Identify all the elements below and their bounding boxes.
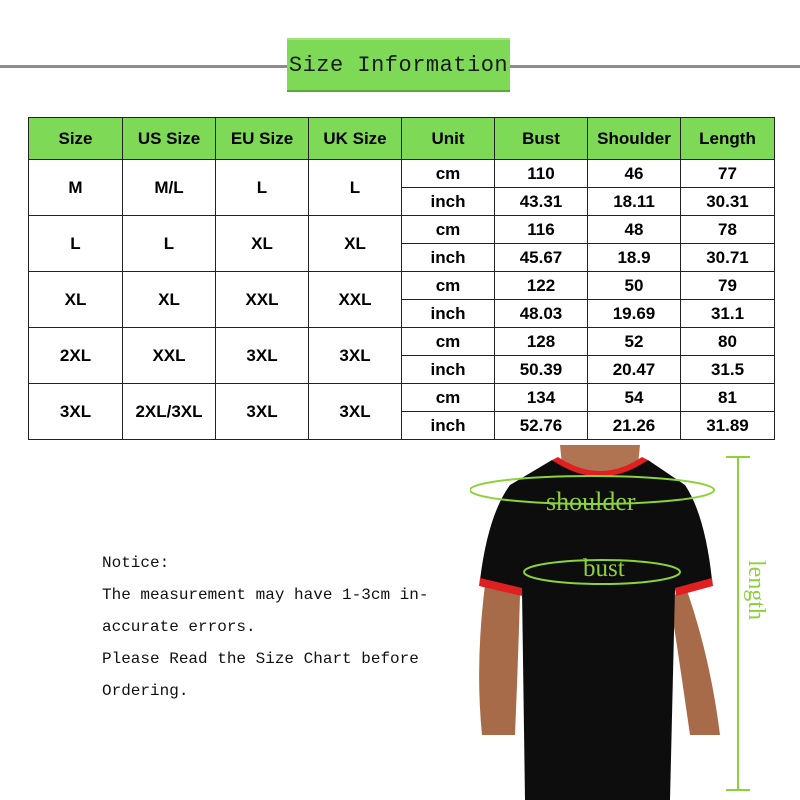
- cell-length: 80: [681, 328, 775, 356]
- cell-shoulder: 19.69: [588, 300, 681, 328]
- cell-us-size: M/L: [123, 160, 216, 216]
- table-row: [29, 272, 775, 300]
- cell-unit: inch: [402, 300, 495, 328]
- notice-line: The measurement may have 1-3cm in-: [102, 586, 429, 604]
- cell-length: 31.89: [681, 412, 775, 440]
- cell-shoulder: 46: [588, 160, 681, 188]
- notice-line: Please Read the Size Chart before: [102, 650, 419, 668]
- size-chart-table: [28, 117, 775, 440]
- cell-bust: 52.76: [495, 412, 588, 440]
- cell-size: M: [29, 160, 123, 216]
- header-size: Size: [29, 118, 123, 160]
- cell-length: 81: [681, 384, 775, 412]
- cell-eu-size: 3XL: [216, 384, 309, 440]
- cell-unit: cm: [402, 216, 495, 244]
- cell-bust: 134: [495, 384, 588, 412]
- shoulder-label: shoulder: [546, 487, 636, 516]
- cell-bust: 128: [495, 328, 588, 356]
- cell-shoulder: 50: [588, 272, 681, 300]
- cell-unit: inch: [402, 412, 495, 440]
- notice-line: Ordering.: [102, 682, 189, 700]
- cell-shoulder: 20.47: [588, 356, 681, 384]
- left-arm-shape: [479, 585, 520, 735]
- cell-size: 2XL: [29, 328, 123, 384]
- cell-uk-size: 3XL: [309, 328, 402, 384]
- cell-eu-size: L: [216, 160, 309, 216]
- bust-label: bust: [583, 555, 625, 582]
- cell-uk-size: XXL: [309, 272, 402, 328]
- table-row: [29, 216, 775, 244]
- cell-us-size: L: [123, 216, 216, 272]
- cell-shoulder: 54: [588, 384, 681, 412]
- cell-uk-size: 3XL: [309, 384, 402, 440]
- cell-shoulder: 52: [588, 328, 681, 356]
- tshirt-illustration: [470, 445, 800, 800]
- cell-unit: inch: [402, 188, 495, 216]
- header-length: Length: [681, 118, 775, 160]
- cell-size: 3XL: [29, 384, 123, 440]
- cell-bust: 116: [495, 216, 588, 244]
- cell-unit: inch: [402, 244, 495, 272]
- cell-bust: 48.03: [495, 300, 588, 328]
- page-title: Size Information: [287, 38, 510, 92]
- table-row: [29, 384, 775, 412]
- cell-bust: 45.67: [495, 244, 588, 272]
- cell-length: 78: [681, 216, 775, 244]
- notice-text-block: [102, 547, 428, 707]
- table-row: [29, 160, 775, 188]
- cell-bust: 122: [495, 272, 588, 300]
- cell-length: 30.71: [681, 244, 775, 272]
- length-label: length: [743, 560, 769, 620]
- cell-length: 79: [681, 272, 775, 300]
- cell-unit: inch: [402, 356, 495, 384]
- right-arm-shape: [670, 585, 720, 735]
- cell-length: 77: [681, 160, 775, 188]
- table-row: [29, 328, 775, 356]
- cell-unit: cm: [402, 328, 495, 356]
- cell-unit: cm: [402, 384, 495, 412]
- cell-uk-size: L: [309, 160, 402, 216]
- cell-bust: 110: [495, 160, 588, 188]
- table-header-row: [29, 118, 775, 160]
- header-eu-size: EU Size: [216, 118, 309, 160]
- cell-size: XL: [29, 272, 123, 328]
- cell-shoulder: 18.9: [588, 244, 681, 272]
- cell-shoulder: 48: [588, 216, 681, 244]
- cell-length: 30.31: [681, 188, 775, 216]
- cell-eu-size: XL: [216, 216, 309, 272]
- cell-length: 31.1: [681, 300, 775, 328]
- header-shoulder: Shoulder: [588, 118, 681, 160]
- cell-us-size: XL: [123, 272, 216, 328]
- cell-us-size: XXL: [123, 328, 216, 384]
- cell-unit: cm: [402, 160, 495, 188]
- cell-shoulder: 21.26: [588, 412, 681, 440]
- cell-length: 31.5: [681, 356, 775, 384]
- cell-unit: cm: [402, 272, 495, 300]
- header-unit: Unit: [402, 118, 495, 160]
- cell-bust: 43.31: [495, 188, 588, 216]
- cell-bust: 50.39: [495, 356, 588, 384]
- cell-uk-size: XL: [309, 216, 402, 272]
- cell-us-size: 2XL/3XL: [123, 384, 216, 440]
- header-bust: Bust: [495, 118, 588, 160]
- cell-eu-size: XXL: [216, 272, 309, 328]
- notice-heading: Notice:: [102, 554, 170, 572]
- notice-line: accurate errors.: [102, 618, 256, 636]
- header-uk-size: UK Size: [309, 118, 402, 160]
- cell-eu-size: 3XL: [216, 328, 309, 384]
- cell-size: L: [29, 216, 123, 272]
- cell-shoulder: 18.11: [588, 188, 681, 216]
- header-us-size: US Size: [123, 118, 216, 160]
